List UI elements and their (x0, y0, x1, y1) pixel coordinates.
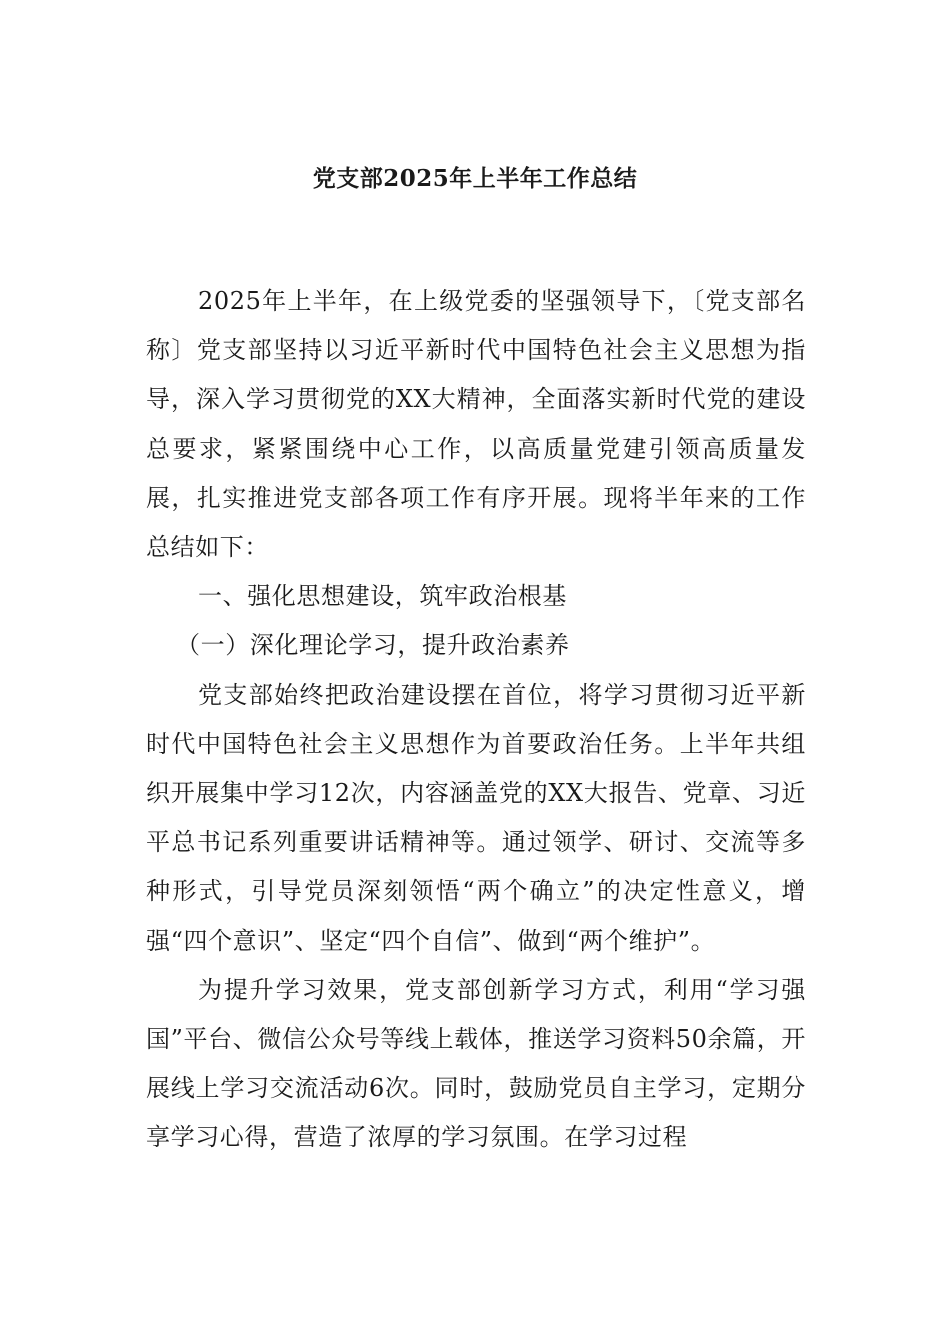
body-paragraph: 党支部始终把政治建设摆在首位，将学习贯彻习近平新时代中国特色社会主义思想作为首要政治任务。上半年共组织开展集中学习12次，内容涵盖党的XX大报告、党章、习近平总书记系列重要讲话精神等。通过领学、研讨、交流等多种形式，引导党员深刻领悟“两个确立”的决定性意义，增强“四个意识”、坚定“四个自信”、做到“两个维护”。 (146, 680, 806, 955)
document-body (146, 277, 806, 1163)
document-title: 党支部2025年上半年工作总结 (312, 165, 638, 192)
intro-paragraph: 2025年上半年，在上级党委的坚强领导下，〔党支部名称〕党支部坚持以习近平新时代中国特色社会主义思想为指导，深入学习贯彻党的XX大精神，全面落实新时代党的建设总要求，紧紧围绕中心工作，以高质量党建引领高质量发展，扎实推进党支部各项工作有序开展。现将半年来的工作总结如下： (146, 287, 806, 562)
subsection-heading: （一）深化理论学习，提升政治素养 (176, 631, 570, 660)
body-paragraph: 为提升学习效果，党支部创新学习方式，利用“学习强国”平台、微信公众号等线上载体，推送学习资料50余篇，开展线上学习交流活动6次。同时，鼓励党员自主学习，定期分享学习心得，营造了浓厚的学习氛围。在学习过程 (146, 975, 806, 1152)
section-heading: 一、强化思想建设，筑牢政治根基 (198, 582, 567, 611)
